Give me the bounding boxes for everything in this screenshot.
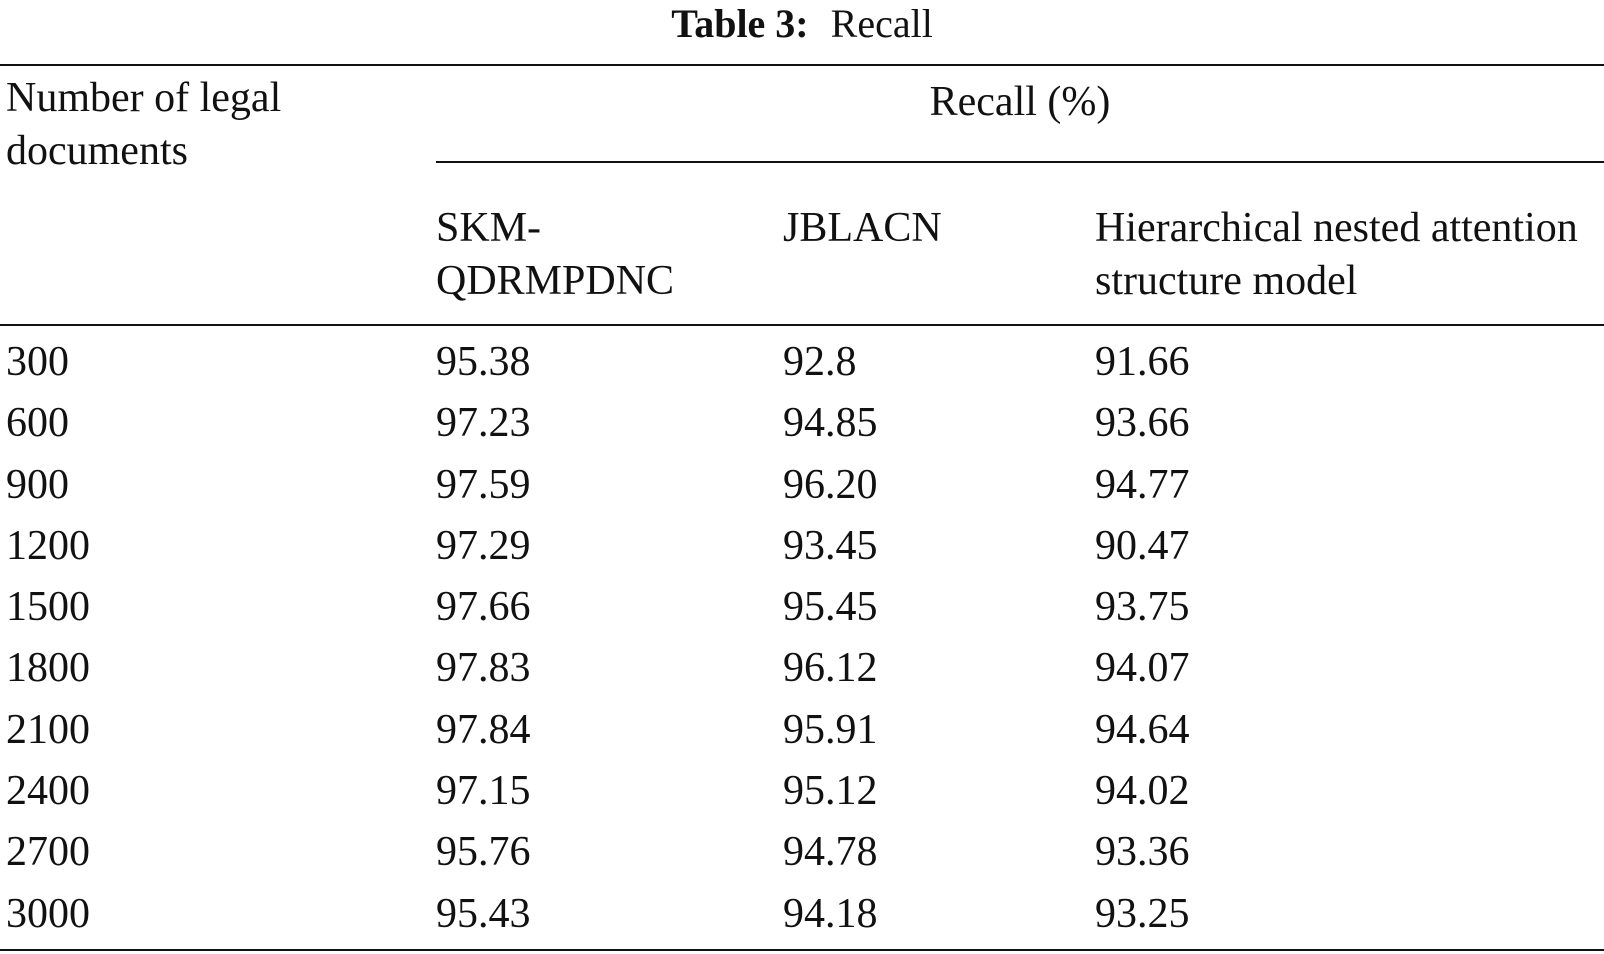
cell-jblacn: 92.8 [783,339,857,385]
table-row [0,579,1604,640]
column-header-hierarchical-model: Hierarchical nested attention structure model [1095,205,1578,304]
row-count: 1500 [6,584,90,631]
row-count: 1800 [6,645,90,692]
table-row [0,824,1604,885]
row-count: 600 [6,400,69,447]
row-count: 2400 [6,768,90,815]
column-header-jblacn: JBLACN [783,205,942,251]
table-row [0,457,1604,518]
row-count: 3000 [6,890,90,937]
row-count: 2700 [6,829,90,876]
cell-skm-qdrmpdnc: 97.29 [436,522,531,569]
cell-jblacn: 95.45 [783,584,878,631]
cell-hierarchical-model: 94.64 [1095,706,1190,753]
cell-jblacn: 94.85 [783,400,878,447]
cell-hierarchical-model: 94.02 [1095,768,1190,815]
caption-label: Table 3: [671,1,809,46]
cell-jblacn: 96.12 [783,645,878,692]
row-count: 2100 [6,706,90,753]
table-row [0,395,1604,456]
cell-skm-qdrmpdnc: 97.84 [436,706,531,753]
column-header-skm-qdrmpdnc: SKM-QDRMPDNC [436,205,675,304]
cell-hierarchical-model: 93.66 [1095,400,1190,447]
row-header-label: Number of legal documents [6,75,282,174]
table-caption [0,0,1604,50]
cell-skm-qdrmpdnc: 95.43 [436,890,531,937]
cell-jblacn: 94.18 [783,890,878,937]
top-rule [0,64,1604,66]
cell-skm-qdrmpdnc: 95.38 [436,339,531,385]
cell-jblacn: 96.20 [783,461,878,508]
cell-skm-qdrmpdnc: 95.76 [436,829,531,876]
cell-hierarchical-model: 93.25 [1095,890,1190,937]
cell-hierarchical-model: 94.77 [1095,461,1190,508]
cell-skm-qdrmpdnc: 97.66 [436,584,531,631]
cell-jblacn: 95.12 [783,768,878,815]
cell-hierarchical-model: 93.36 [1095,829,1190,876]
group-rule [436,161,1604,163]
cell-skm-qdrmpdnc: 97.83 [436,645,531,692]
cell-hierarchical-model: 91.66 [1095,339,1190,385]
cell-hierarchical-model: 90.47 [1095,522,1190,569]
cell-jblacn: 95.91 [783,706,878,753]
cell-hierarchical-model: 94.07 [1095,645,1190,692]
row-count: 1200 [6,522,90,569]
table-row [0,334,1604,395]
header-rule [0,324,1604,326]
cell-skm-qdrmpdnc: 97.23 [436,400,531,447]
recall-group-header: Recall (%) [929,79,1111,125]
cell-jblacn: 93.45 [783,522,878,569]
table-row [0,640,1604,701]
table-row [0,763,1604,824]
cell-skm-qdrmpdnc: 97.59 [436,461,531,508]
row-count: 900 [6,461,69,508]
row-count: 300 [6,339,69,385]
table-row [0,886,1604,947]
cell-skm-qdrmpdnc: 97.15 [436,768,531,815]
table-body [0,334,1604,947]
bottom-rule [0,949,1604,951]
cell-hierarchical-model: 93.75 [1095,584,1190,631]
table-row [0,702,1604,763]
cell-jblacn: 94.78 [783,829,878,876]
table-row [0,518,1604,579]
caption-title: Recall [830,1,933,46]
